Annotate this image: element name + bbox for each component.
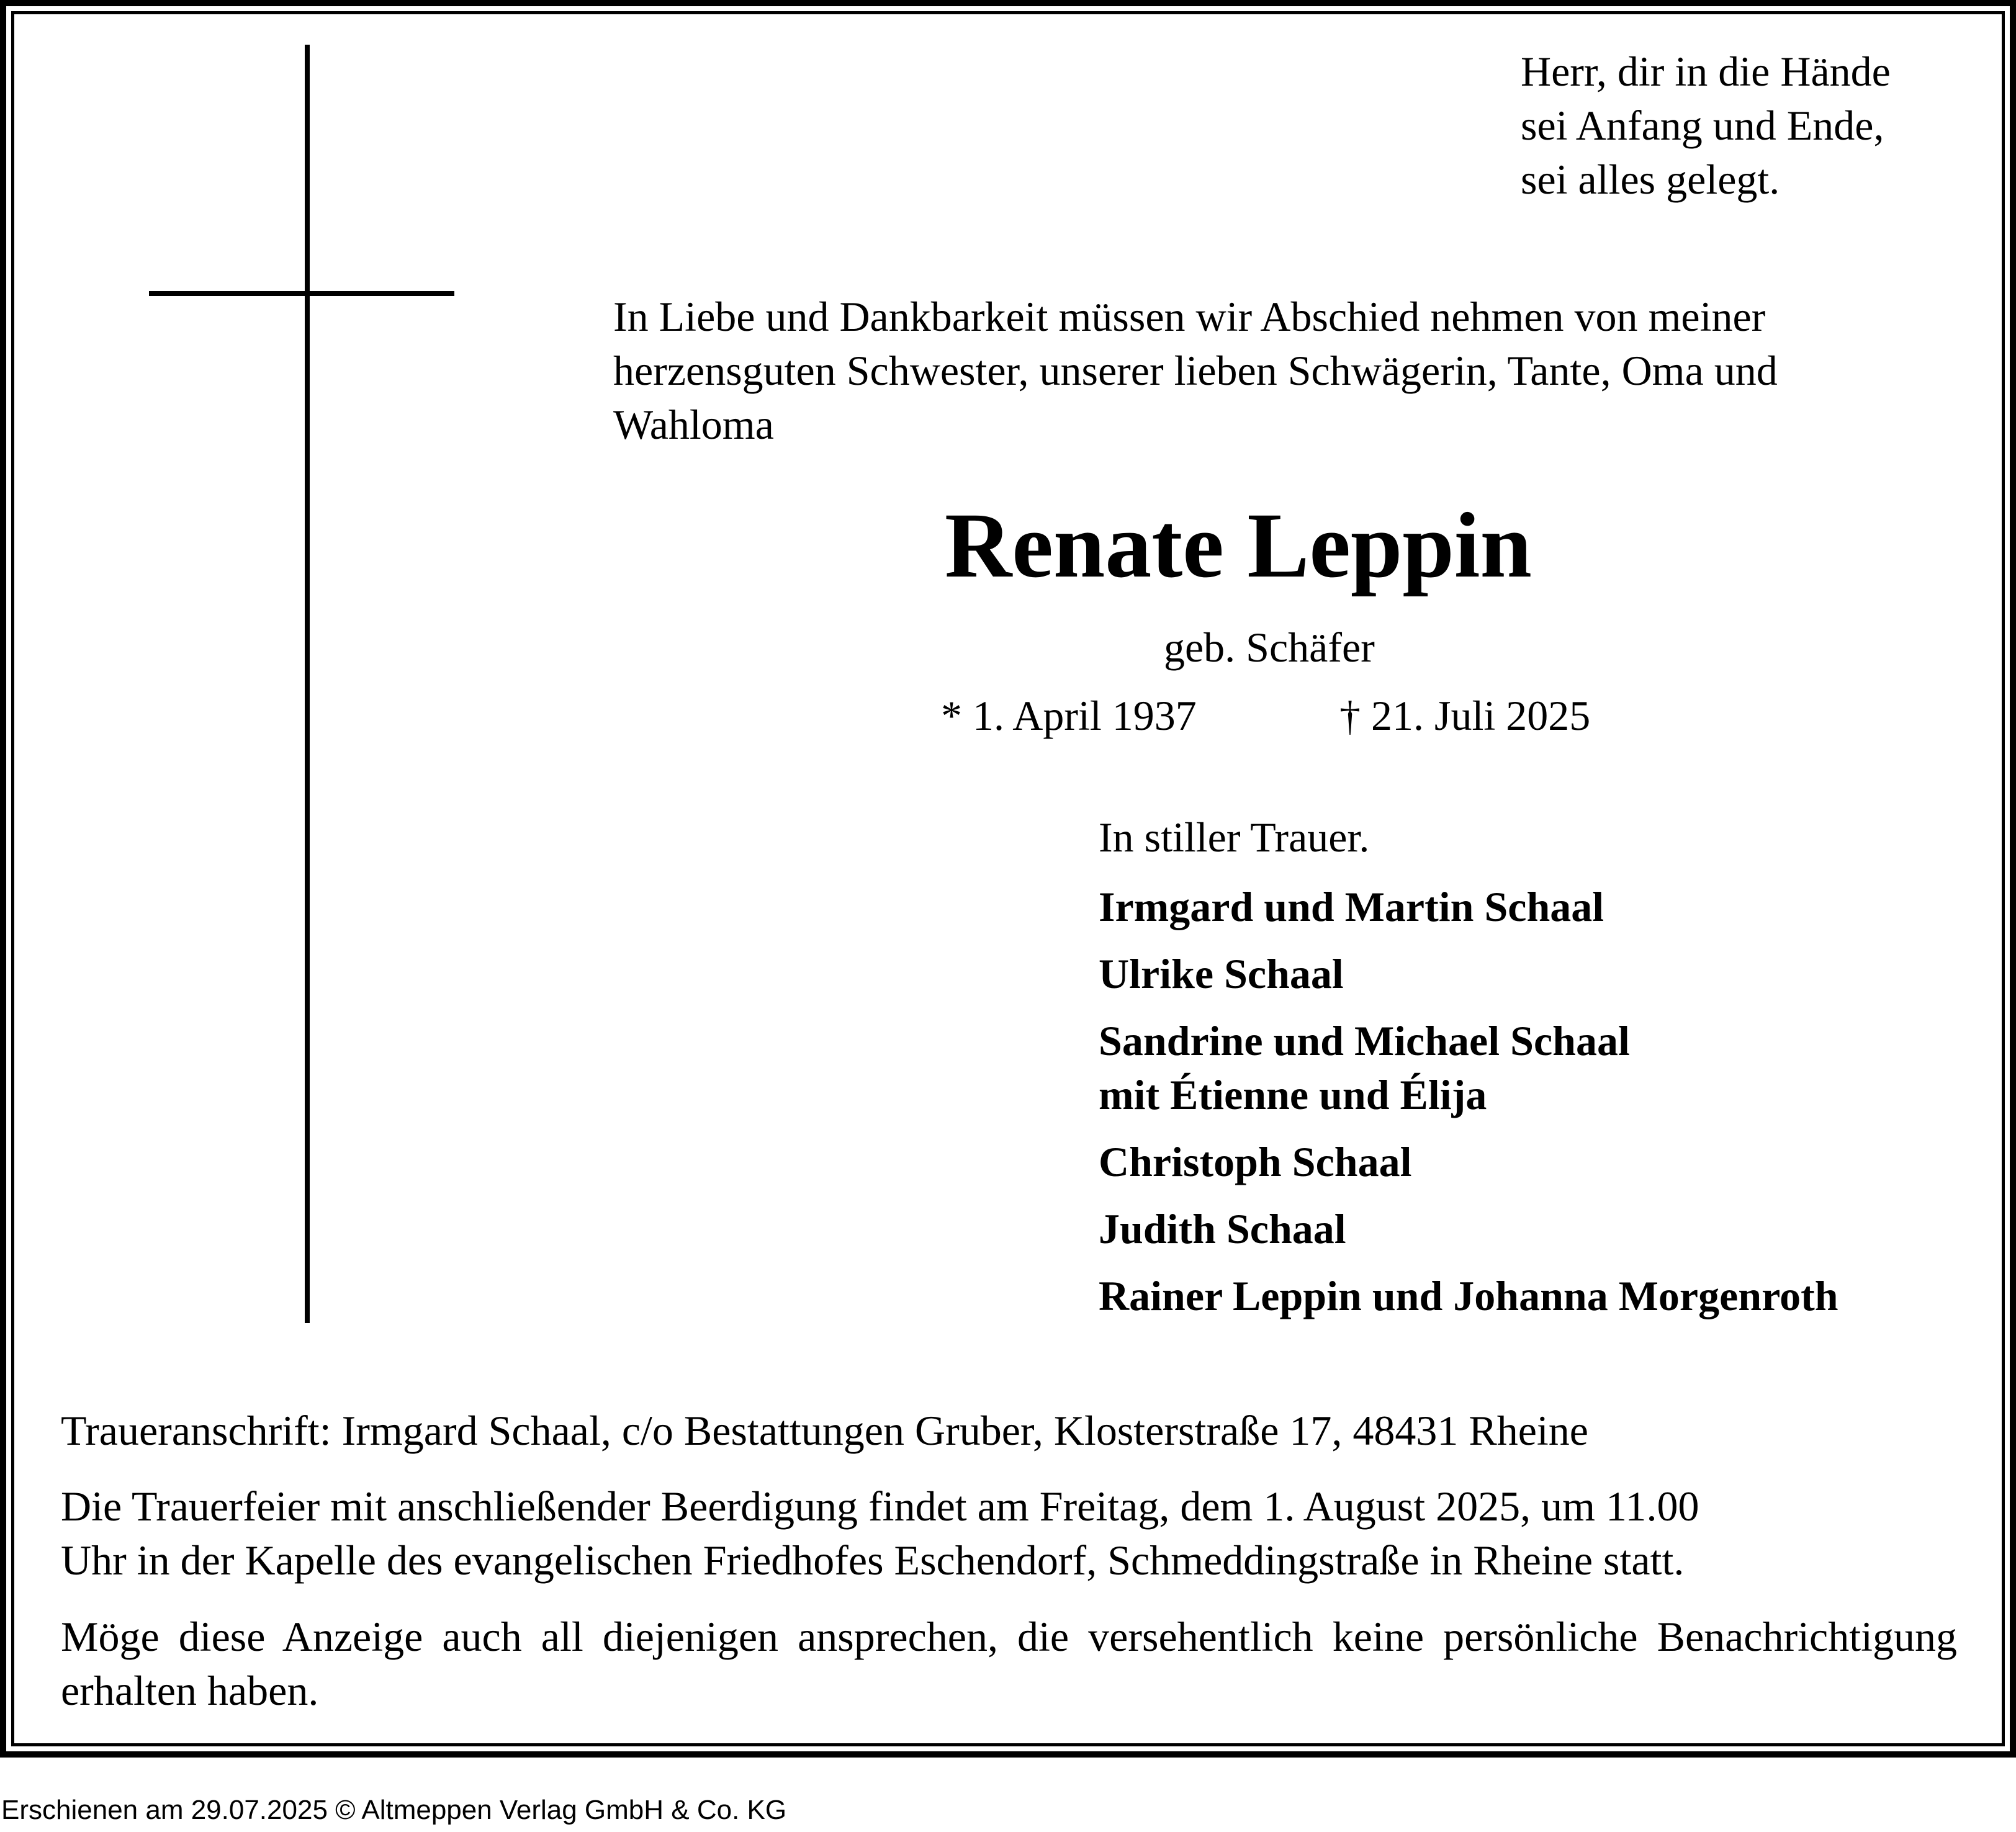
intro-text [613,290,1778,452]
mourning-address: Traueranschrift: Irmgard Schaal, c/o Bestattungen Gruber, Klosterstraße 17, 48431 Rheine [61,1407,1588,1454]
death-date: † 21. Juli 2025 [1339,692,1591,739]
cross-icon-vertical-bar [305,45,310,1323]
maiden-name: geb. Schäfer [1164,624,1375,671]
verse-line: sei alles gelegt. [1521,156,1780,203]
deceased-name: Renate Leppin [945,494,1532,597]
intro-line: herzensguten Schwester, unserer lieben Schwägerin, Tante, Oma und [613,347,1778,394]
mourner-entry [1099,1269,1838,1323]
verse-line: Herr, dir in die Hände [1521,48,1891,95]
mourner-line: Irmgard und Martin Schaal [1099,883,1604,930]
ceremony-info [61,1480,1957,1587]
ceremony-line: Die Trauerfeier mit anschließender Beerdigung findet am Freitag, dem 1. August 2025, um 11.00 [61,1483,1699,1530]
mourning-phrase: In stiller Trauer. [1099,814,1370,861]
ceremony-line: Uhr in der Kapelle des evangelischen Friedhofes Eschendorf, Schmeddingstraße in Rheine statt. [61,1537,1685,1584]
verse-line: sei Anfang und Ende, [1521,102,1884,149]
mourner-entry [1099,1135,1838,1189]
intro-line: In Liebe und Dankbarkeit müssen wir Abschied nehmen von meiner [613,293,1766,340]
mourner-line: mit Étienne und Élija [1099,1071,1487,1118]
mourner-entry [1099,947,1838,1001]
cross-icon-horizontal-bar [149,291,454,296]
mourner-line: Judith Schaal [1099,1205,1346,1252]
mourner-line: Rainer Leppin und Johanna Morgenroth [1099,1272,1838,1319]
mourners-list [1099,880,1838,1336]
bible-verse [1521,45,1891,207]
mourner-entry [1099,1202,1838,1256]
birth-date: * 1. April 1937 [941,692,1197,739]
mourner-entry [1099,1014,1838,1122]
mourner-line: Sandrine und Michael Schaal [1099,1017,1630,1064]
intro-line: Wahloma [613,401,774,448]
mourner-line: Ulrike Schaal [1099,950,1344,997]
publication-footer: Erschienen am 29.07.2025 © Altmeppen Verlag GmbH & Co. KG [1,1795,787,1825]
notice-text: Möge diese Anzeige auch all diejenigen ansprechen, die versehentlich keine persönliche Benachrichtigung erhalten haben. [61,1613,1957,1714]
mourner-line: Christoph Schaal [1099,1138,1412,1185]
mourner-entry [1099,880,1838,934]
